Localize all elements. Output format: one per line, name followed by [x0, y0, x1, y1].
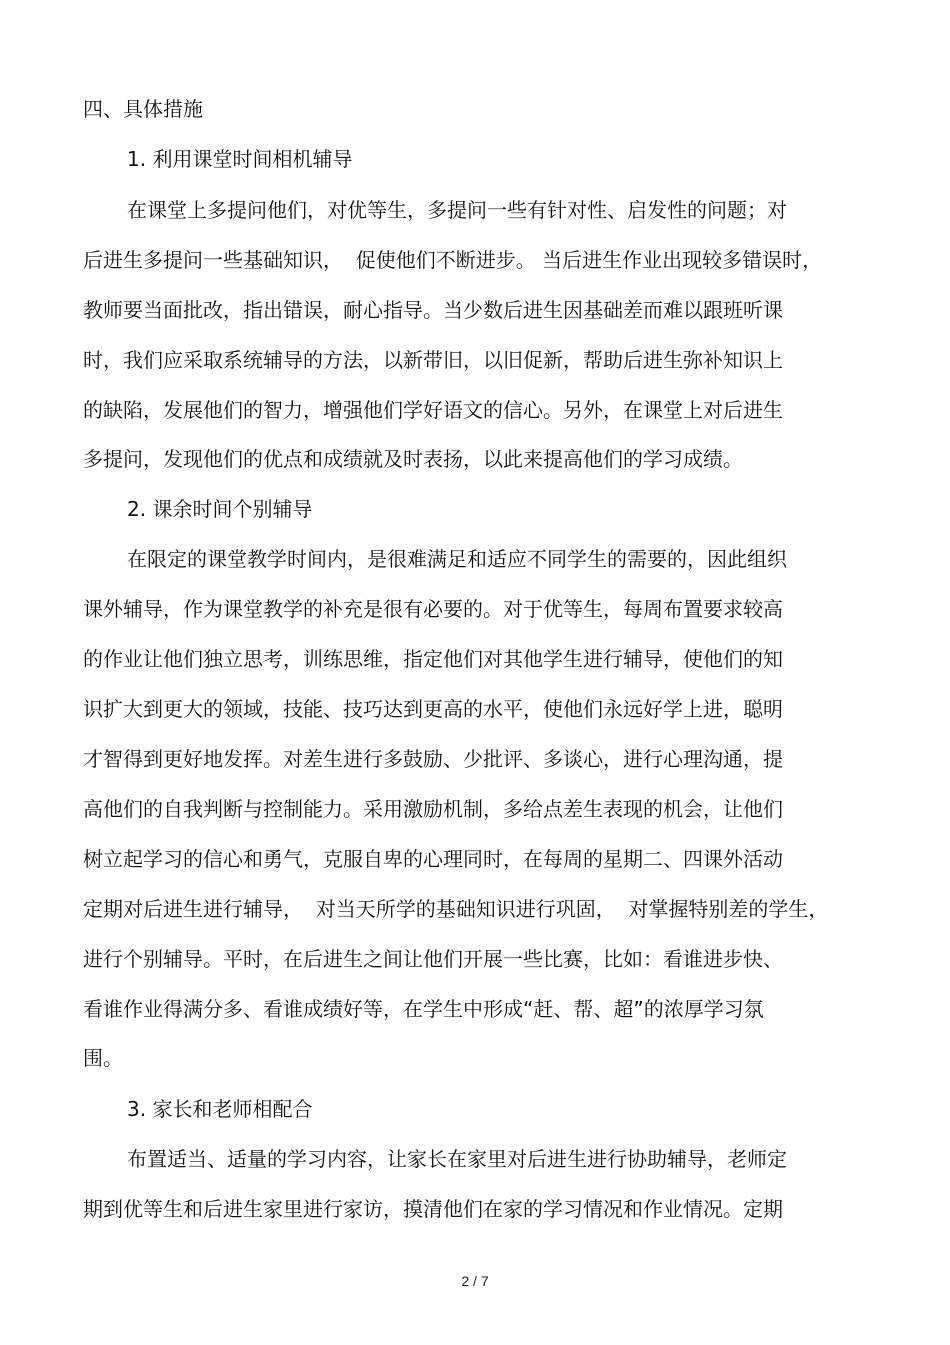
page-number: 2 / 7	[461, 1273, 489, 1289]
paragraph-line: 看谁作业得满分多、看谁成绩好等，在学生中形成“赶、帮、超”的浓厚学习氛	[83, 997, 764, 1021]
paragraph-line: 课外辅导，作为课堂教学的补充是很有必要的。对于优等生，每周布置要求较高	[83, 597, 783, 621]
paragraph-line: 期到优等生和后进生家里进行家访，摸清他们在家的学习情况和作业情况。定期	[83, 1197, 783, 1221]
paragraph-line: 才智得到更好地发挥。对差生进行多鼓励、少批评、多谈心，进行心理沟通，提	[83, 747, 783, 771]
paragraph-line: 在课堂上多提问他们，对优等生，多提问一些有针对性、启发性的问题；对	[127, 198, 787, 222]
section-heading: 四、具体措施	[83, 97, 203, 121]
paragraph-line: 后进生多提问一些基础知识， 促使他们不断进步。 当后进生作业出现较多错误时，	[83, 248, 823, 272]
subheading-2: 2. 课余时间个别辅导	[127, 497, 313, 521]
paragraph-line: 树立起学习的信心和勇气，克服自卑的心理同时，在每周的星期二、四课外活动	[83, 847, 783, 871]
paragraph-line: 多提问，发现他们的优点和成绩就及时表扬，以此来提高他们的学习成绩。	[83, 447, 743, 471]
paragraph-line: 识扩大到更大的领域，技能、技巧达到更高的水平，使他们永远好学上进，聪明	[83, 697, 783, 721]
subheading-1: 1. 利用课堂时间相机辅导	[127, 147, 353, 171]
paragraph-line: 高他们的自我判断与控制能力。采用激励机制，多给点差生表现的机会，让他们	[83, 797, 783, 821]
paragraph-line: 布置适当、适量的学习内容，让家长在家里对后进生进行协助辅导，老师定	[127, 1147, 787, 1171]
paragraph-line: 定期对后进生进行辅导， 对当天所学的基础知识进行巩固， 对掌握特别差的学生，	[83, 897, 829, 921]
paragraph-line: 教师要当面批改，指出错误，耐心指导。当少数后进生因基础差而难以跟班听课	[83, 298, 783, 322]
paragraph-line: 围。	[83, 1046, 123, 1070]
paragraph-line: 的缺陷，发展他们的智力，增强他们学好语文的信心。另外，在课堂上对后进生	[83, 398, 783, 422]
paragraph-line: 的作业让他们独立思考，训练思维，指定他们对其他学生进行辅导，使他们的知	[83, 647, 783, 671]
paragraph-line: 在限定的课堂教学时间内，是很难满足和适应不同学生的需要的，因此组织	[127, 547, 787, 571]
paragraph-line: 进行个别辅导。平时，在后进生之间让他们开展一些比赛，比如：看谁进步快、	[83, 947, 783, 971]
paragraph-line: 时，我们应采取系统辅导的方法，以新带旧，以旧促新，帮助后进生弥补知识上	[83, 348, 783, 372]
subheading-3: 3. 家长和老师相配合	[127, 1097, 313, 1121]
